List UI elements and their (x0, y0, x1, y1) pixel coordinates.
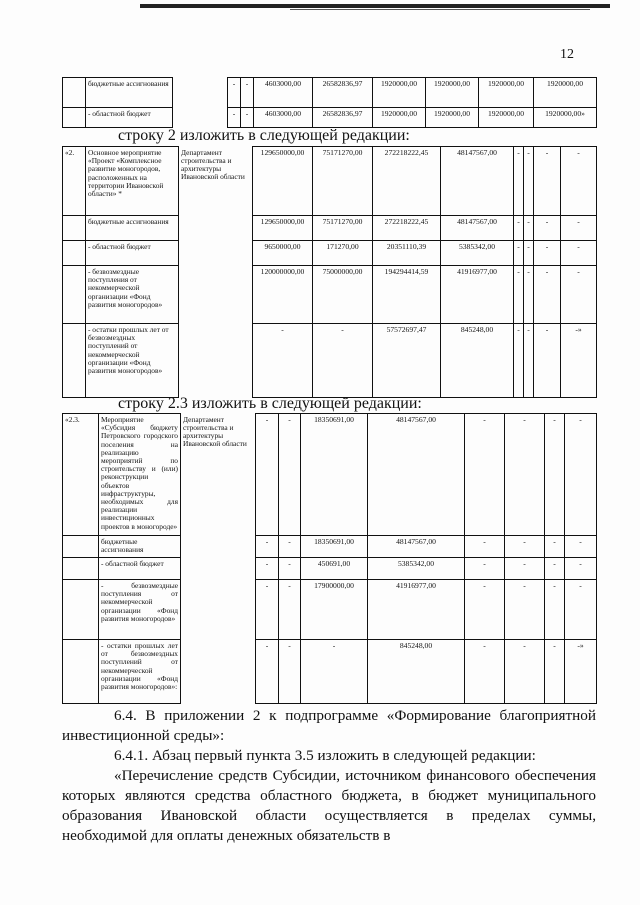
value-cell: - (514, 147, 524, 216)
value-cell: 75171270,00 (313, 147, 373, 216)
value-cell: - (253, 324, 313, 398)
row-number-cell (63, 640, 99, 704)
value-cell: 4603000,00 (254, 78, 313, 108)
value-cell: 41916977,00 (368, 580, 465, 640)
value-cell: 5385342,00 (441, 241, 514, 266)
value-cell: 845248,00 (441, 324, 514, 398)
value-cell: 120000000,00 (253, 266, 313, 324)
value-cell: - (524, 324, 534, 398)
value-cell: - (256, 558, 279, 580)
responsible-department (173, 78, 228, 128)
value-cell: 57572697,47 (373, 324, 441, 398)
value-cell: 48147567,00 (441, 216, 514, 241)
row-name: Основное мероприятие «Проект «Комплексное развитие моногородов, расположенных на территории Ивановской области» * (86, 147, 179, 216)
value-cell: 48147567,00 (368, 536, 465, 558)
value-cell: - (545, 580, 565, 640)
value-cell: - (279, 558, 301, 580)
value-cell: - (561, 216, 597, 241)
value-cell: 1920000,00 (426, 108, 479, 128)
value-cell: - (545, 414, 565, 536)
value-cell: - (256, 414, 279, 536)
row-name: бюджетные ассигнования (99, 536, 181, 558)
value-cell: - (565, 558, 597, 580)
table-row (63, 108, 597, 128)
heading-row-2: строку 2 изложить в следующей редакции: (118, 127, 410, 144)
value-cell: - (505, 558, 545, 580)
row-name: - безвозмездные поступления от некоммерческой организации «Фонд развития моногородов» (86, 266, 179, 324)
value-cell: 75000000,00 (313, 266, 373, 324)
row-number-cell (63, 580, 99, 640)
table-row (63, 241, 597, 266)
scan-edge (140, 4, 610, 8)
table-row (63, 640, 597, 704)
value-cell: 26582836,97 (313, 78, 373, 108)
value-cell: - (534, 216, 561, 241)
value-cell: - (524, 216, 534, 241)
value-cell: - (561, 266, 597, 324)
value-cell: - (465, 414, 505, 536)
value-cell: 18350691,00 (301, 536, 368, 558)
value-cell: 48147567,00 (441, 147, 514, 216)
table-1 (62, 77, 597, 128)
value-cell: - (514, 241, 524, 266)
value-cell: - (279, 414, 301, 536)
responsible-department: Департамент строительства и архитектуры Ивановской области (179, 147, 253, 398)
value-cell: - (534, 266, 561, 324)
value-cell: -» (561, 324, 597, 398)
value-cell: - (514, 266, 524, 324)
value-cell: 450691,00 (301, 558, 368, 580)
value-cell: - (241, 78, 254, 108)
value-cell: - (565, 414, 597, 536)
value-cell: 194294414,59 (373, 266, 441, 324)
heading-row-2-3: строку 2.3 изложить в следующей редакции: (118, 395, 422, 412)
value-cell: - (256, 536, 279, 558)
value-cell: 845248,00 (368, 640, 465, 704)
value-cell: - (465, 640, 505, 704)
row-name: Мероприятие «Субсидия бюджету Петровского городского поселения на реализацию мероприятий по строительству и (или) реконструкции объектов инфраструктуры, необходимых для реализации инвестиционных проектов в моногороде» (99, 414, 181, 536)
value-cell: - (545, 558, 565, 580)
table-2 (62, 146, 597, 398)
value-cell: - (465, 558, 505, 580)
value-cell: - (313, 324, 373, 398)
row-name: - остатки прошлых лет от безвозмездных поступлений от некоммерческой организации «Фонд развития моногородов»: (99, 640, 181, 704)
table-3 (62, 413, 597, 704)
value-cell: - (561, 241, 597, 266)
value-cell: - (534, 147, 561, 216)
value-cell: - (505, 640, 545, 704)
value-cell: 272218222,45 (373, 216, 441, 241)
row-number: «2.3. (63, 414, 99, 536)
paragraph: «Перечисление средств Субсидии, источником финансового обеспечения которых являются средства областного бюджета, в бюджет муниципального образования Ивановской области осуществляется в пределах суммы, необходимой для оплаты денежных обязательств в (62, 767, 596, 844)
row-number-cell (63, 324, 86, 398)
table-row (63, 266, 597, 324)
value-cell: - (524, 241, 534, 266)
table-row (63, 536, 597, 558)
value-cell: 26582836,97 (313, 108, 373, 128)
value-cell: - (545, 640, 565, 704)
row-number-cell (63, 558, 99, 580)
value-cell: 1920000,00 (373, 108, 426, 128)
value-cell: 5385342,00 (368, 558, 465, 580)
row-name: - областной бюджет (86, 241, 179, 266)
value-cell: - (514, 216, 524, 241)
value-cell: - (565, 536, 597, 558)
row-number-cell (63, 241, 86, 266)
paragraph: 6.4.1. Абзац первый пункта 3.5 изложить в следующей редакции: (114, 747, 536, 764)
row-number-cell (63, 78, 86, 108)
row-name: - остатки прошлых лет от безвозмездных поступлений от некоммерческой организации «Фонд развития моногородов» (86, 324, 179, 398)
value-cell: - (228, 78, 241, 108)
value-cell: 129650000,00 (253, 147, 313, 216)
value-cell: - (279, 640, 301, 704)
row-number-cell (63, 108, 86, 128)
value-cell: 4603000,00 (254, 108, 313, 128)
value-cell: - (279, 580, 301, 640)
value-cell: 17900000,00 (301, 580, 368, 640)
value-cell: 1920000,00 (534, 78, 597, 108)
value-cell: 20351110,39 (373, 241, 441, 266)
value-cell: - (256, 580, 279, 640)
value-cell: - (465, 536, 505, 558)
table-row (63, 78, 597, 108)
value-cell: 171270,00 (313, 241, 373, 266)
value-cell: 75171270,00 (313, 216, 373, 241)
value-cell: 1920000,00 (479, 108, 534, 128)
value-cell: - (505, 536, 545, 558)
value-cell: 48147567,00 (368, 414, 465, 536)
row-name: - областной бюджет (99, 558, 181, 580)
row-name: - безвозмездные поступления от некоммерческой организации «Фонд развития моногородов» (99, 580, 181, 640)
page-number: 12 (560, 47, 574, 62)
value-cell: 1920000,00 (373, 78, 426, 108)
row-number-cell (63, 536, 99, 558)
value-cell: 18350691,00 (301, 414, 368, 536)
value-cell: 9650000,00 (253, 241, 313, 266)
value-cell: - (565, 580, 597, 640)
responsible-department: Департамент строительства и архитектуры Ивановской области (181, 414, 256, 704)
row-name: - областной бюджет (86, 108, 173, 128)
table-row (63, 580, 597, 640)
value-cell: - (241, 108, 254, 128)
value-cell: -» (565, 640, 597, 704)
table-row (63, 216, 597, 241)
value-cell: - (524, 266, 534, 324)
value-cell: - (256, 640, 279, 704)
scan-edge (290, 9, 590, 10)
value-cell: - (534, 324, 561, 398)
value-cell: - (514, 324, 524, 398)
value-cell: - (545, 536, 565, 558)
row-number-cell (63, 216, 86, 241)
value-cell: - (505, 580, 545, 640)
table-row (63, 324, 597, 398)
value-cell: 129650000,00 (253, 216, 313, 241)
value-cell: - (228, 108, 241, 128)
value-cell: - (534, 241, 561, 266)
paragraph: 6.4. В приложении 2 к подпрограмме «Формирование благоприятной инвестиционной среды»: (62, 707, 596, 744)
value-cell: - (301, 640, 368, 704)
table-row (63, 414, 597, 536)
table-row (63, 147, 597, 216)
value-cell: - (524, 147, 534, 216)
row-name: бюджетные ассигнования (86, 78, 173, 108)
value-cell: - (465, 580, 505, 640)
value-cell: 1920000,00» (534, 108, 597, 128)
value-cell: - (279, 536, 301, 558)
value-cell: - (561, 147, 597, 216)
value-cell: 272218222,45 (373, 147, 441, 216)
row-name: бюджетные ассигнования (86, 216, 179, 241)
value-cell: - (505, 414, 545, 536)
table-row (63, 558, 597, 580)
row-number: «2. (63, 147, 86, 216)
row-number-cell (63, 266, 86, 324)
value-cell: 1920000,00 (426, 78, 479, 108)
value-cell: 41916977,00 (441, 266, 514, 324)
value-cell: 1920000,00 (479, 78, 534, 108)
